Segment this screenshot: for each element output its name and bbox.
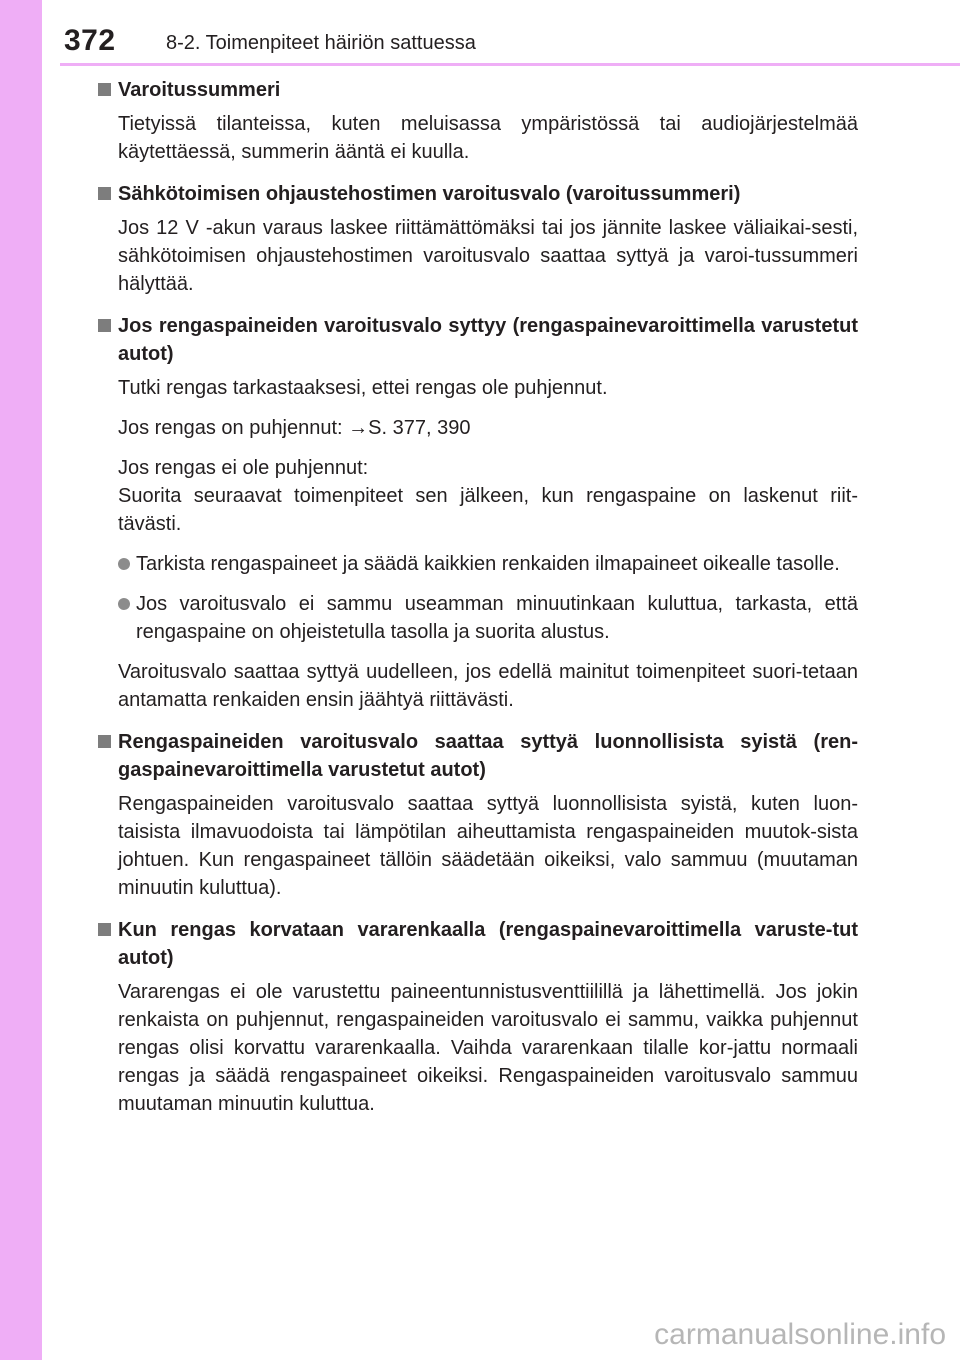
watermark: carmanualsonline.info bbox=[654, 1318, 946, 1351]
section-natural-causes bbox=[98, 728, 858, 902]
paragraph: Vararengas ei ole varustettu paineentunnistusventtiilillä ja lähettimellä. Jos jokin renkaista on puhjennut, rengaspaineiden varoitusvalo ei sammu, vaikka puhjennut rengas olisi korvattu vararenkaalla. Vaihda vararenkaan tilalle kor-jattu normaali rengas ja säädä rengaspaineet oikeiksi. Rengaspaineiden varoitusvalo sammuu muutaman minuutin kuluttua. bbox=[118, 981, 858, 1115]
square-bullet-icon bbox=[98, 83, 111, 96]
list-item: Tarkista rengaspaineet ja säädä kaikkien renkaiden ilmapaineet oikealle tasolle. bbox=[98, 550, 858, 578]
list-item: Jos varoitusvalo ei sammu useamman minuutinkaan kuluttua, tarkasta, että rengaspaine on ohjeistetulla tasolla ja suorita alustus. bbox=[98, 590, 858, 646]
paragraph: Tutki rengas tarkastaaksesi, ettei rengas ole puhjennut. bbox=[118, 377, 608, 399]
paragraph: Jos rengas ei ole puhjennut: Suorita seuraavat toimenpiteet sen jälkeen, kun rengaspaine on laskenut riit-tävästi. bbox=[118, 457, 858, 535]
section-heading: Rengaspaineiden varoitusvalo saattaa syttyä luonnollisista syistä (ren-gaspainevaroittimella varustetut autot) bbox=[98, 728, 858, 784]
circle-bullet-icon bbox=[118, 558, 130, 570]
section-tire-pressure-warning bbox=[98, 312, 858, 714]
chapter-title: 8-2. Toimenpiteet häiriön sattuessa bbox=[166, 32, 476, 54]
square-bullet-icon bbox=[98, 187, 111, 200]
section-heading: Kun rengas korvataan vararenkaalla (rengaspainevaroittimella varuste-tut autot) bbox=[98, 916, 858, 972]
section-buzzer bbox=[98, 76, 858, 166]
circle-bullet-icon bbox=[118, 598, 130, 610]
page-content bbox=[98, 76, 858, 1132]
header-rule bbox=[60, 63, 960, 66]
section-power-steering bbox=[98, 180, 858, 298]
paragraph: Varoitusvalo saattaa syttyä uudelleen, jos edellä mainitut toimenpiteet suori-tetaan antamatta renkaiden ensin jäähtyä riittävästi. bbox=[118, 661, 858, 711]
section-heading: Sähkötoimisen ohjaustehostimen varoitusvalo (varoitussummeri) bbox=[98, 180, 858, 208]
square-bullet-icon bbox=[98, 735, 111, 748]
section-heading: Jos rengaspaineiden varoitusvalo syttyy (rengaspainevaroittimella varustetut autot) bbox=[98, 312, 858, 368]
square-bullet-icon bbox=[98, 319, 111, 332]
page-number: 372 bbox=[64, 24, 116, 57]
section-spare-tire bbox=[98, 916, 858, 1118]
paragraph: Jos 12 V -akun varaus laskee riittämättömäksi tai jos jännite laskee väliaikai-sesti, sähkötoimisen ohjaustehostimen varoitusvalo saattaa syttyä ja varoi-tussummeri hälyttää. bbox=[118, 217, 858, 295]
section-heading: Varoitussummeri bbox=[98, 76, 858, 104]
square-bullet-icon bbox=[98, 923, 111, 936]
chapter-side-tab bbox=[0, 0, 42, 1360]
page-reference: Jos rengas on puhjennut: →S. 377, 390 bbox=[118, 417, 471, 439]
paragraph: Rengaspaineiden varoitusvalo saattaa syttyä luonnollisista syistä, kuten luon-taisista ilmavuodoista tai lämpötilan aiheuttamista rengaspaineiden muutok-sista johtuen. Kun rengaspaineet tällöin säädetään oikeiksi, valo sammuu (muutaman minuutin kuluttua). bbox=[118, 793, 858, 899]
paragraph: Tietyissä tilanteissa, kuten meluisassa ympäristössä tai audiojärjestelmää käytettäessä, summerin ääntä ei kuulla. bbox=[118, 113, 858, 163]
